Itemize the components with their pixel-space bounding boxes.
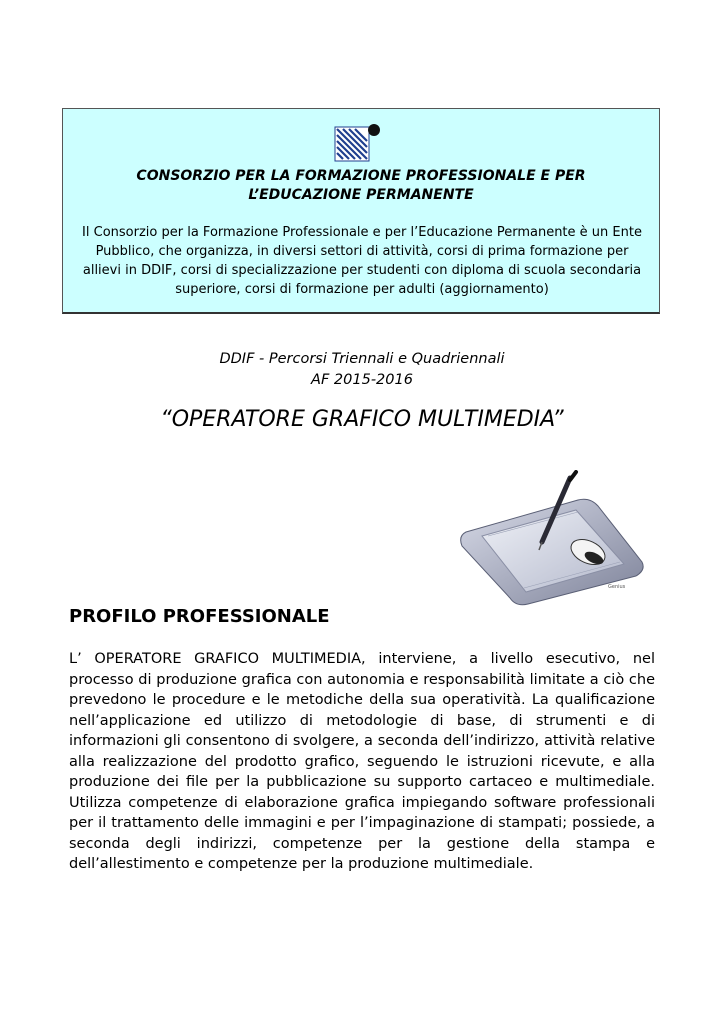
organization-description: Il Consorzio per la Formazione Professionale e per l’Educazione Permanente è un Ente Pubblico, che organizza, in diversi settori di attività, corsi di prima formazione per allievi in DDIF, corsi di specializzazione per studenti con diploma di scuola secondaria superiore, corsi di formazione per adulti (aggiornamento) — [82, 225, 642, 297]
consortium-logo-icon — [333, 121, 381, 163]
section-heading: PROFILO PROFESSIONALE — [69, 606, 330, 627]
course-title: “OPERATORE GRAFICO MULTIMEDIA” — [160, 407, 564, 432]
profile-description: L’ OPERATORE GRAFICO MULTIMEDIA, interviene, a livello esecutivo, nel processo di produzione grafica con autonomia e responsabilità limitate a ciò che prevedono le procedure e le metodiche della sua operatività. La qualificazione nell’applicazione ed utilizzo di metodologie di base, di strumenti e di informazioni gli consentono di svolgere, a seconda dell’indirizzo, attività relative alla realizzazione del prodotto grafico, seguendo le istruzioni ricevute, e alla produzione dei file per la pubblicazione su supporto cartaceo e multimediale. Utilizza competenze di elaborazione grafica impiegando software professionali per il trattamento delle immagini e per l’impaginazione di stampati; possiede, a seconda degli indirizzi, competenze per la gestione della stampa e dell’allestimento e competenze per la produzione multimediale. — [69, 651, 655, 872]
graphics-tablet-icon — [458, 470, 648, 610]
program-subtitle: DDIF - Percorsi Triennali e Quadriennali — [219, 351, 505, 367]
header-box — [62, 108, 660, 314]
organization-title — [63, 167, 659, 205]
svg-text:Genius: Genius — [608, 584, 626, 590]
organization-title-line1: CONSORZIO PER LA FORMAZIONE PROFESSIONALE E PER — [136, 168, 586, 184]
academic-year: AF 2015-2016 — [311, 372, 413, 388]
organization-title-line2: L’EDUCAZIONE PERMANENTE — [248, 187, 474, 203]
